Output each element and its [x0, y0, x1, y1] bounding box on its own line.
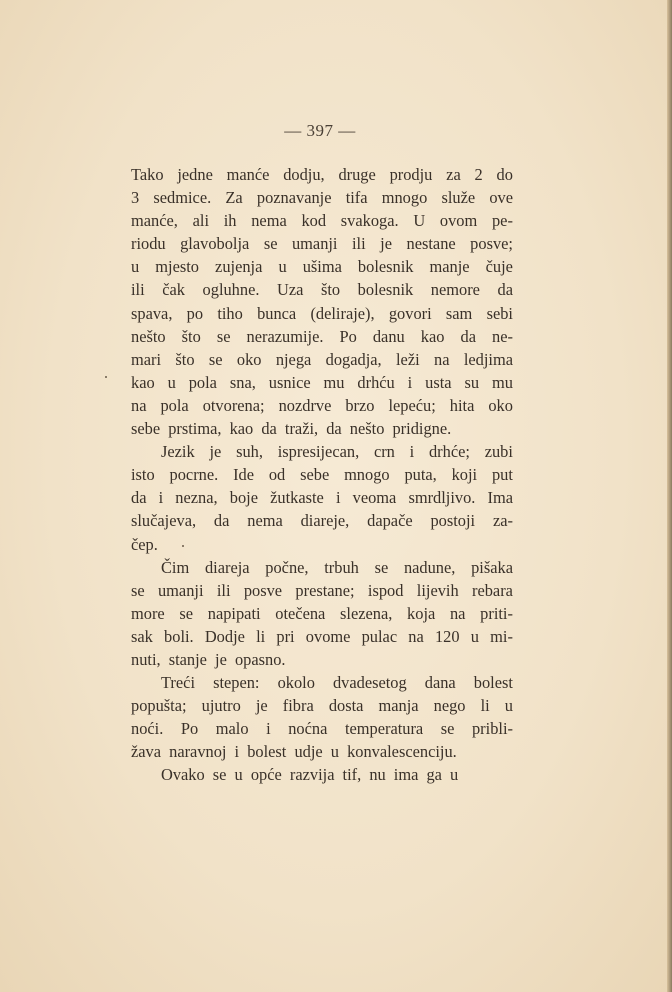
text-line: u mjesto zujenja u ušima bolesnik manje čuje	[131, 257, 513, 277]
text-line: čep.	[131, 534, 158, 554]
text-line: noći. Po malo i noćna temperatura se pribli-	[131, 719, 513, 739]
paper-speck	[182, 545, 184, 547]
text-line: sebe prstima, kao da traži, da nešto pridigne.	[131, 419, 452, 439]
text-line: se umanji ili posve prestane; ispod lijevih rebara	[131, 580, 513, 600]
text-line: Tako jedne manće dodju, druge prodju za 2 do	[131, 165, 513, 184]
text-line: ili čak ogluhne. Uza što bolesnik nemore da	[131, 280, 513, 300]
text-line: spava, po tiho bunca (deliraje), govori sam sebi	[131, 303, 513, 323]
text-line: manće, ali ih nema kod svakoga. U ovom pe-	[131, 211, 513, 231]
body-text	[131, 163, 513, 787]
text-line: Čim diareja počne, trbuh se nadune, pišaka	[161, 557, 513, 577]
text-line: žava naravnoj i bolest udje u konvalescenciju.	[131, 742, 457, 762]
text-line: na pola otvorena; nozdrve brzo lepeću; hita oko	[131, 395, 513, 415]
text-line: slučajeva, da nema diareje, dapače postoji za-	[131, 511, 513, 531]
text-line: sak boli. Dodje li pri ovome pulac na 120 u mi-	[131, 626, 513, 646]
page-edge	[667, 0, 672, 992]
text-line: da i nezna, boje žutkaste i veoma smrdljivo. Ima	[131, 488, 513, 508]
text-line: popušta; ujutro je fibra dosta manja nego li u	[131, 696, 513, 716]
text-line: 3 sedmice. Za poznavanje tifa mnogo služe ove	[131, 188, 513, 208]
text-line: more se napipati otečena slezena, koja na priti-	[131, 603, 513, 623]
text-line: Treći stepen: okolo dvadesetog dana bolest	[161, 673, 513, 693]
text-line: mari što se oko njega dogadja, leži na ledjima	[131, 349, 513, 369]
text-line: kao u pola sna, usnice mu drhću i usta su mu	[131, 372, 513, 392]
text-line: nuti, stanje je opasno.	[131, 649, 286, 669]
text-line: isto pocrne. Ide od sebe mnogo puta, koji put	[131, 465, 513, 485]
text-line: riodu glavobolja se umanji ili je nestane posve;	[131, 234, 513, 254]
page-number: — 397 —	[284, 121, 356, 140]
paper-speck	[105, 376, 107, 378]
text-line: nešto što se nerazumije. Po danu kao da ne-	[131, 326, 513, 346]
text-line: Ovako se u opće razvija tif, nu ima ga u	[161, 765, 459, 785]
text-line: Jezik je suh, ispresijecan, crn i drhće; zubi	[161, 442, 513, 462]
